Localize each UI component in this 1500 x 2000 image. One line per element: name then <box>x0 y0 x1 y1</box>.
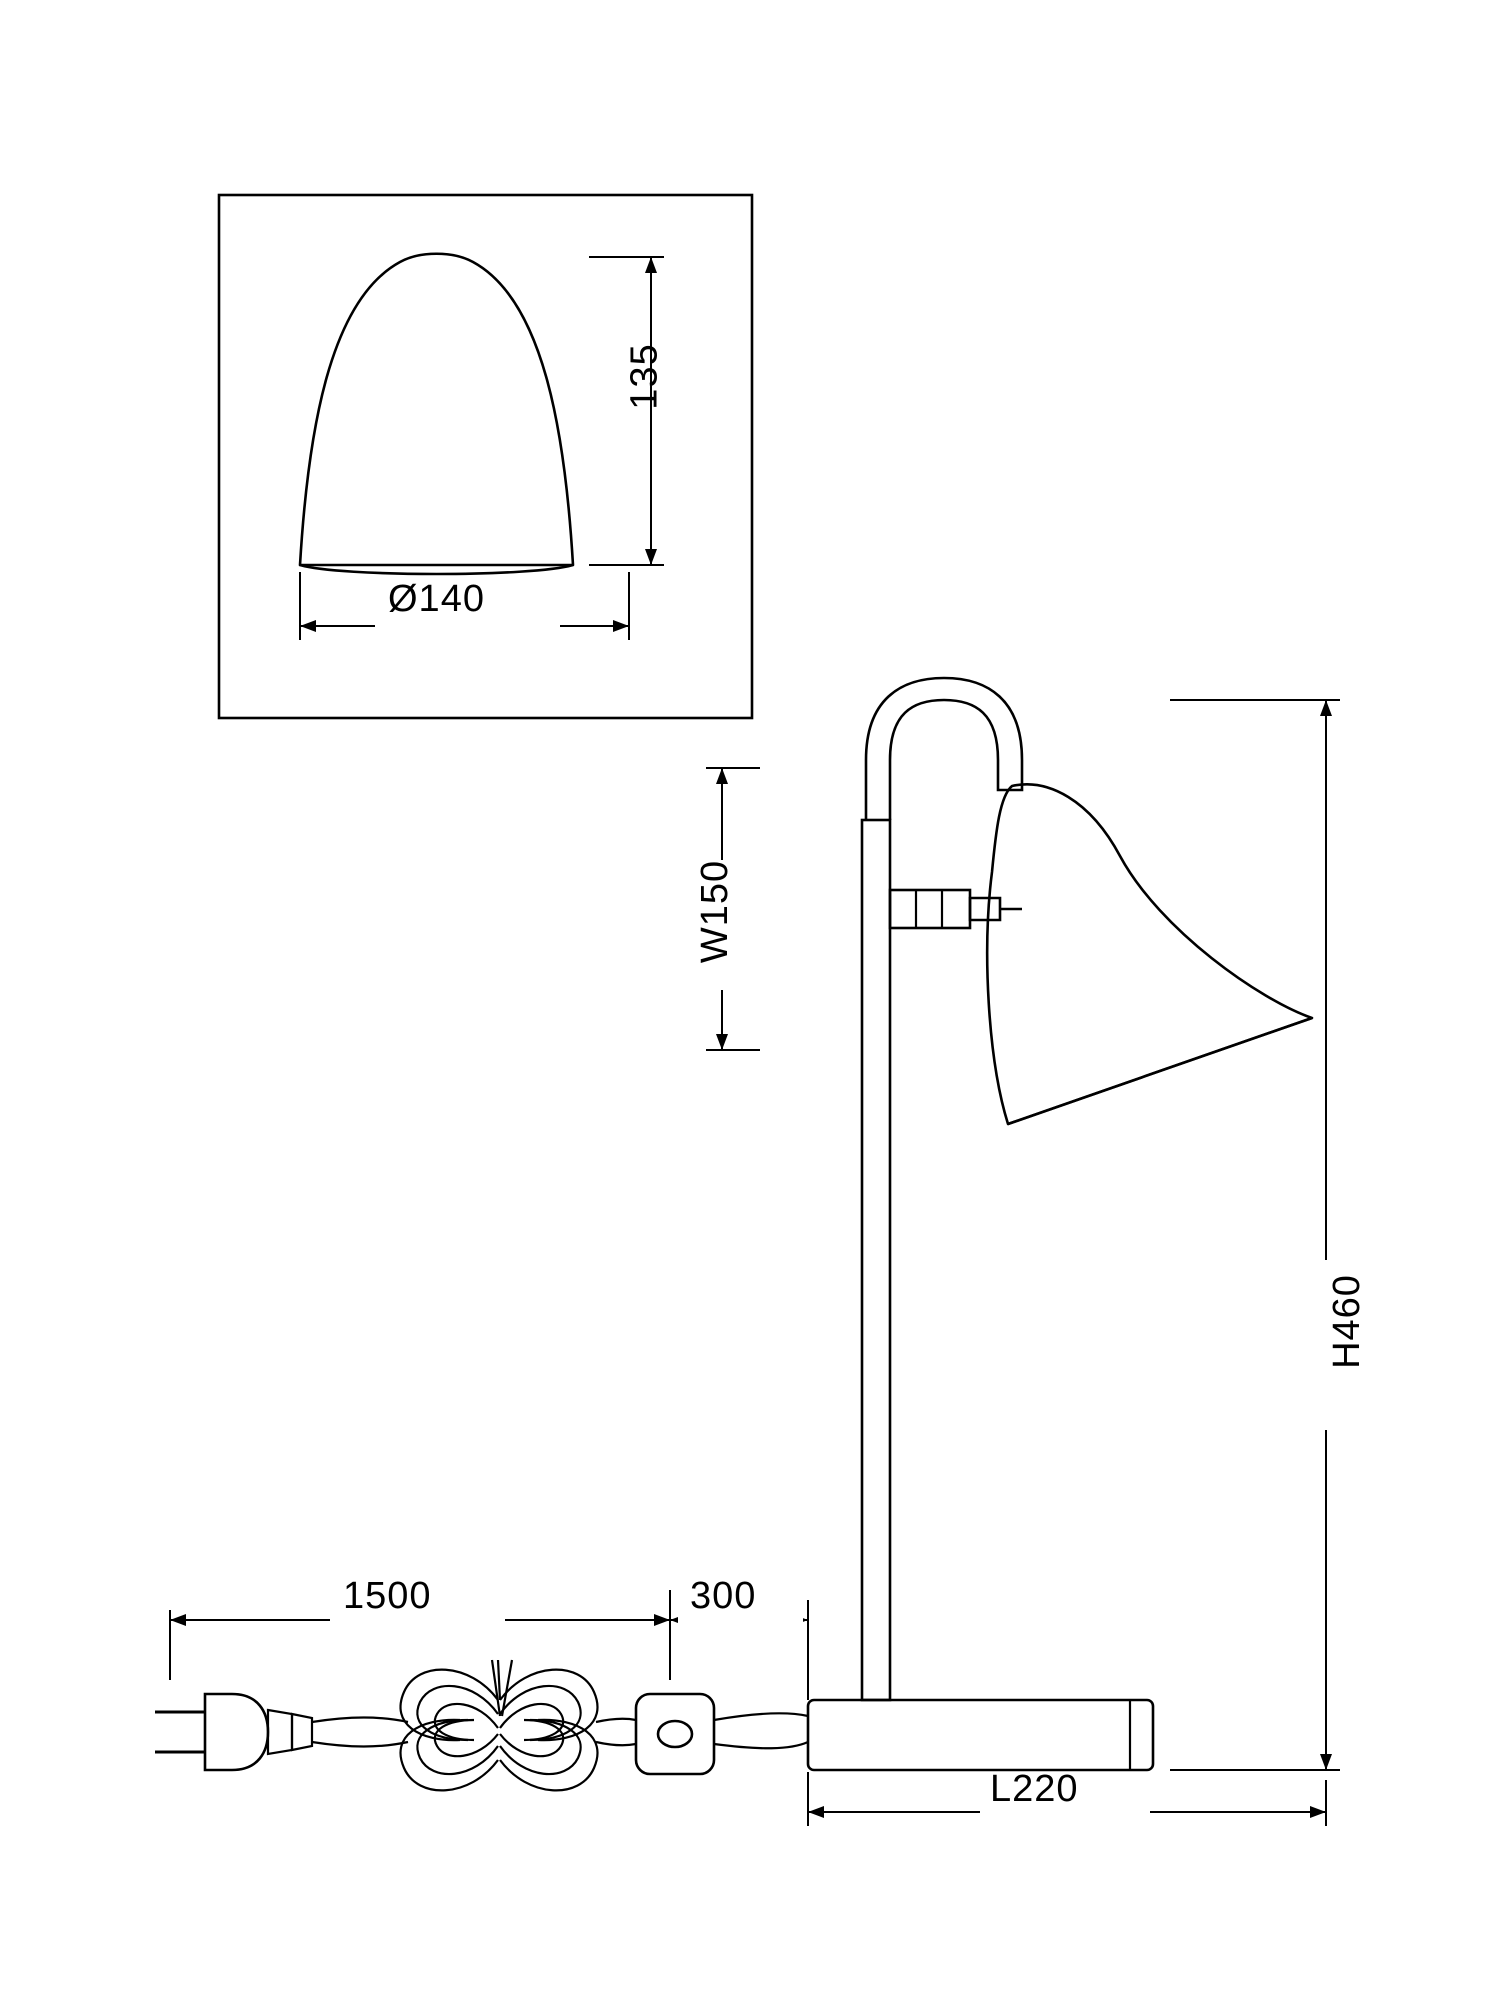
lamp-post <box>862 820 890 1700</box>
cord-segment-mid-2 <box>596 1742 636 1745</box>
lamp-shade <box>987 784 1312 1124</box>
shade-bottom-curve <box>300 565 573 574</box>
cord-segment-mid <box>596 1719 636 1722</box>
plug-strain-relief <box>268 1710 312 1754</box>
plug-body <box>205 1694 268 1770</box>
power-cord-view <box>155 1590 808 1790</box>
dimension-label-total-height: H460 <box>1325 1274 1368 1369</box>
lamp-arm-inner <box>890 700 998 820</box>
cord-segment-right-2 <box>714 1742 808 1748</box>
dimension-label-switch-to-base: 300 <box>690 1575 757 1617</box>
lamp-shade-rim <box>1008 1018 1312 1124</box>
dimension-label-shade-height: 135 <box>623 343 666 410</box>
inline-switch[interactable] <box>636 1694 714 1774</box>
dimension-label-base-length: L220 <box>990 1768 1079 1810</box>
lamp-side-view <box>700 678 1352 1838</box>
dimension-label-arm-reach: W150 <box>694 859 737 964</box>
shade-detail-view <box>219 195 752 718</box>
dimension-total-height <box>1170 700 1352 1770</box>
cord-bundle-bow <box>401 1660 598 1790</box>
dimension-shade-height <box>589 257 664 565</box>
dimension-label-shade-diameter: Ø140 <box>388 578 485 620</box>
dimension-label-cord-length: 1500 <box>343 1575 432 1617</box>
lamp-base <box>808 1700 1153 1770</box>
cord-segment-right <box>714 1713 808 1720</box>
lamp-swivel-joint <box>890 890 1022 928</box>
cord-segment-left <box>312 1718 408 1723</box>
cord-segment-left-2 <box>312 1742 408 1747</box>
shade-outline <box>300 254 573 565</box>
